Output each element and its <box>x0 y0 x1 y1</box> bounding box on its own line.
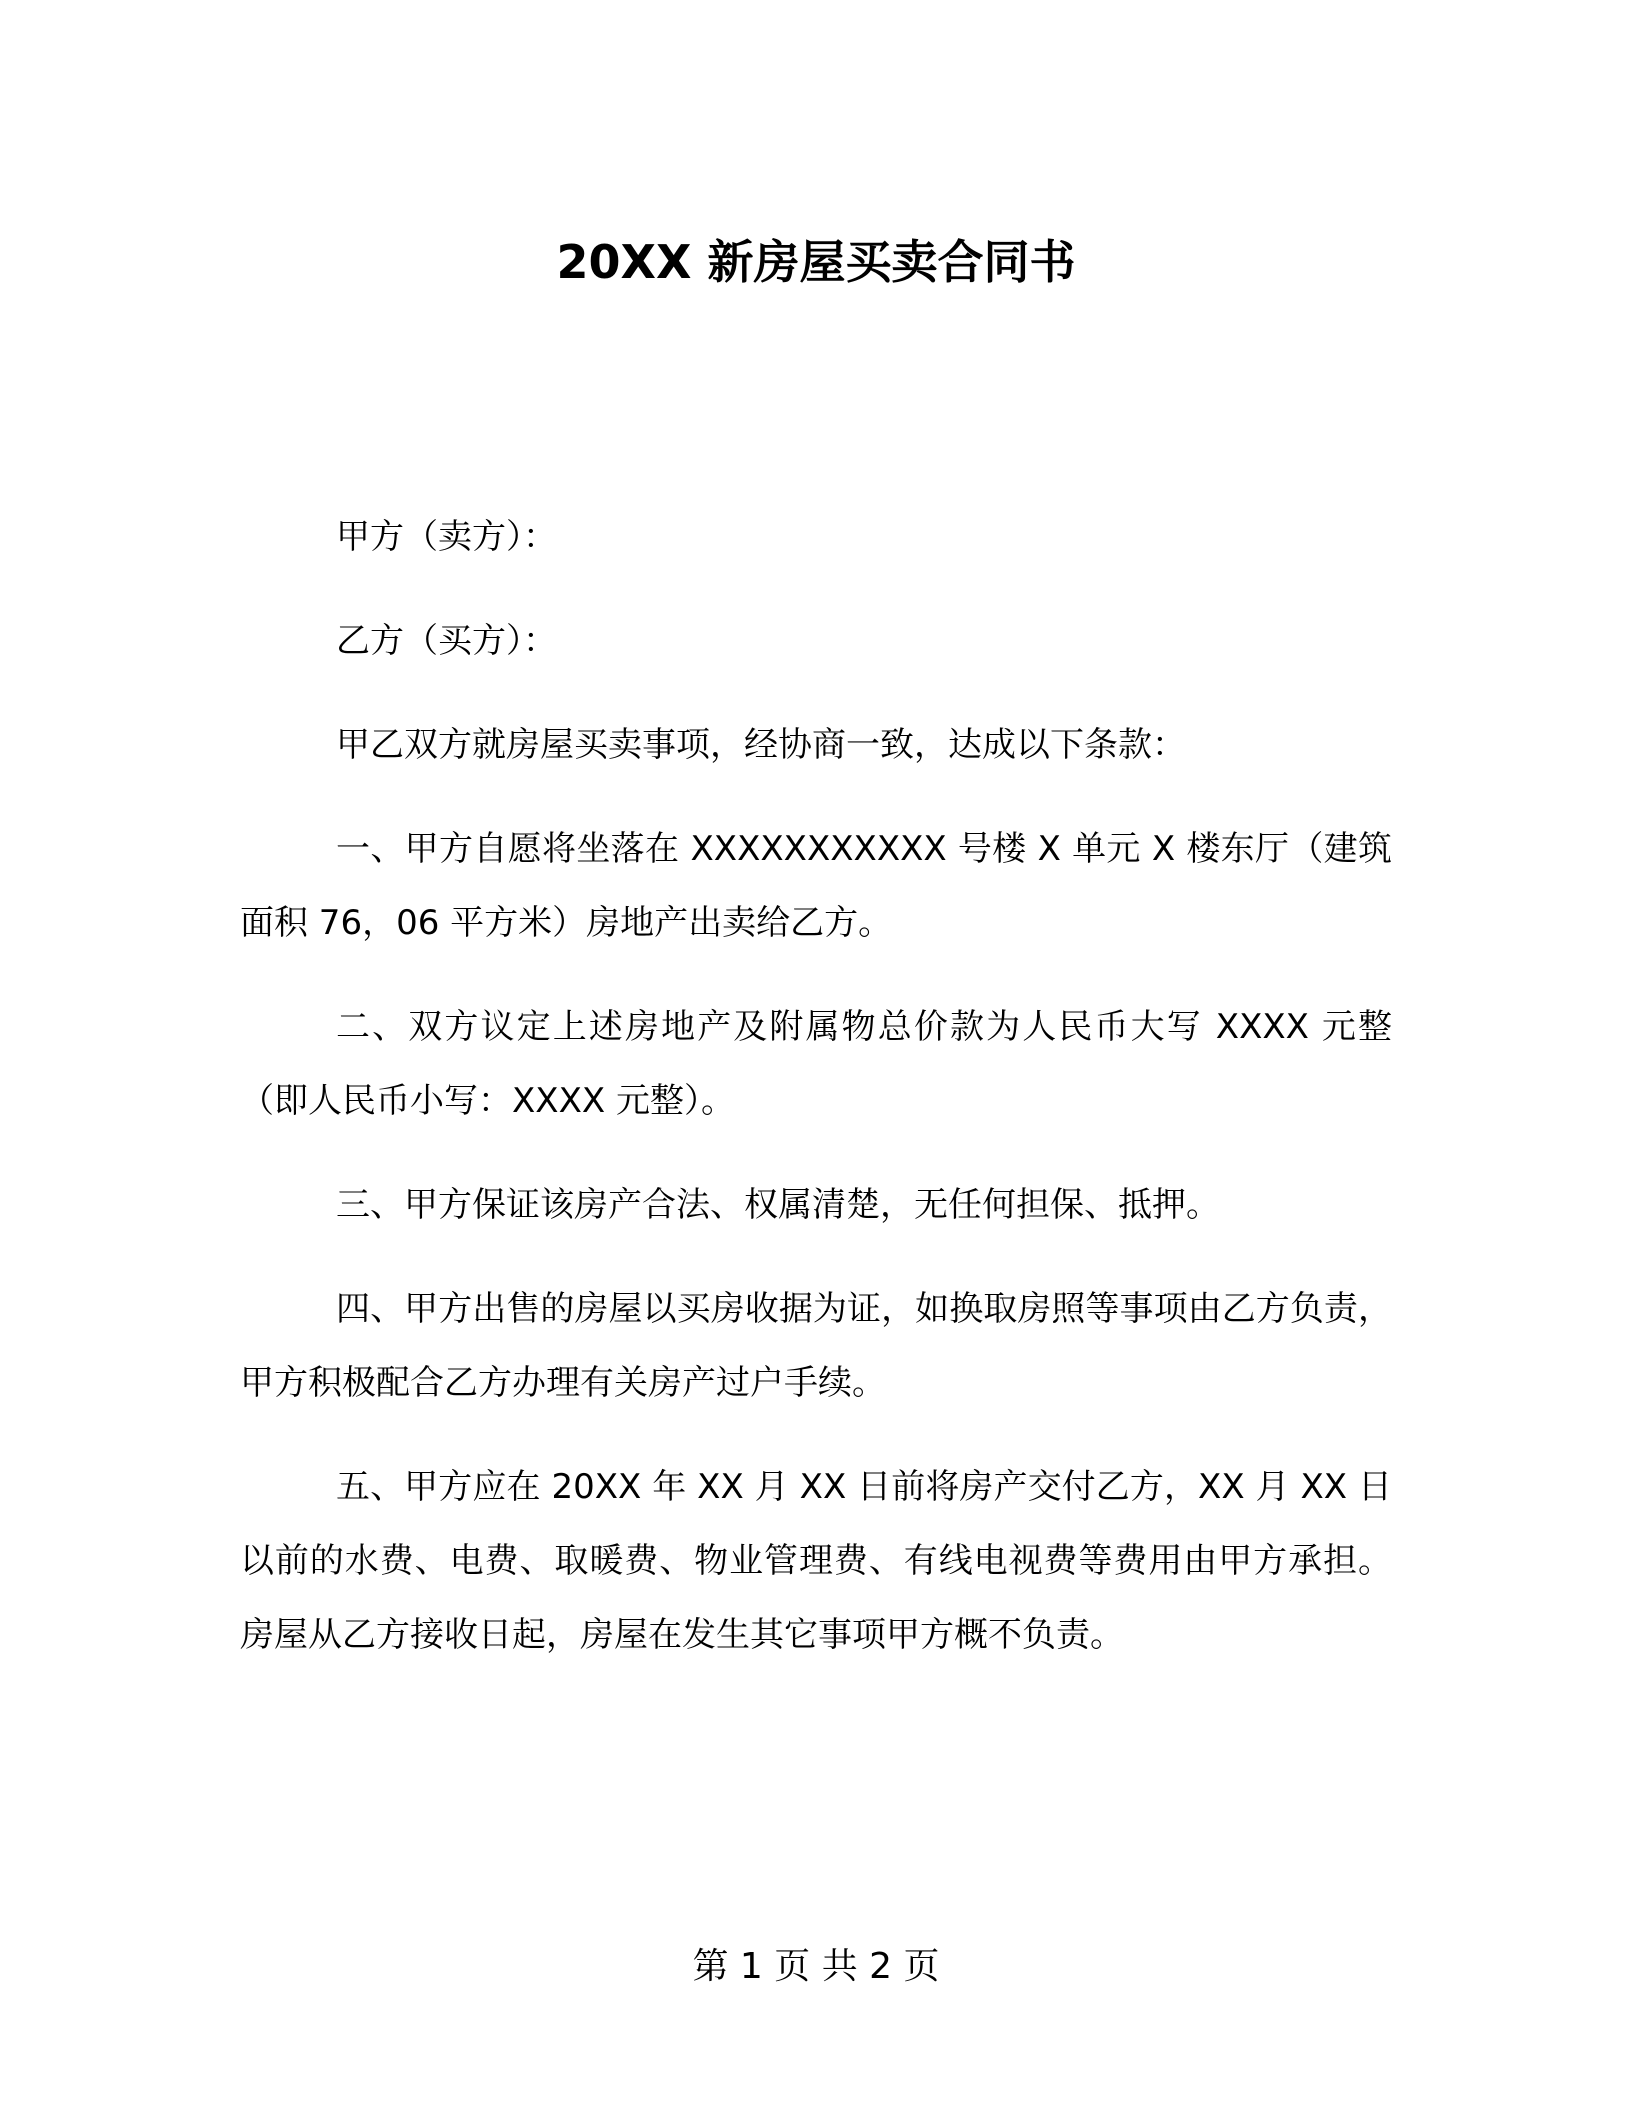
clause-3: 三、甲方保证该房产合法、权属清楚，无任何担保、抵押。 <box>336 1185 1220 1225</box>
document-body <box>240 500 1392 1702</box>
clause-4: 四、甲方出售的房屋以买房收据为证，如换取房照等事项由乙方负责，甲方积极配合乙方办理有关房产过户手续。 <box>240 1289 1392 1403</box>
party-b-line: 乙方（买方）： <box>336 621 557 661</box>
party-a-line: 甲方（卖方）： <box>336 517 557 557</box>
clause-1: 一、甲方自愿将坐落在 XXXXXXXXXXX 号楼 X 单元 X 楼东厅（建筑面积 76，06 平方米）房地产出卖给乙方。 <box>240 829 1392 943</box>
document-title: 20XX 新房屋买卖合同书 <box>556 235 1076 289</box>
clause-5: 五、甲方应在 20XX 年 XX 月 XX 日前将房产交付乙方，XX 月 XX 日以前的水费、电费、取暖费、物业管理费、有线电视费等费用由甲方承担。房屋从乙方接收日起，房屋在发生其它事项甲方概不负责。 <box>240 1467 1392 1655</box>
intro-paragraph: 甲乙双方就房屋买卖事项，经协商一致，达成以下条款： <box>336 725 1186 765</box>
page-number: 第 1 页 共 2 页 <box>692 1946 940 1987</box>
clause-2: 二、双方议定上述房地产及附属物总价款为人民币大写 XXXX 元整（即人民币小写：XXXX 元整）。 <box>240 1007 1392 1121</box>
